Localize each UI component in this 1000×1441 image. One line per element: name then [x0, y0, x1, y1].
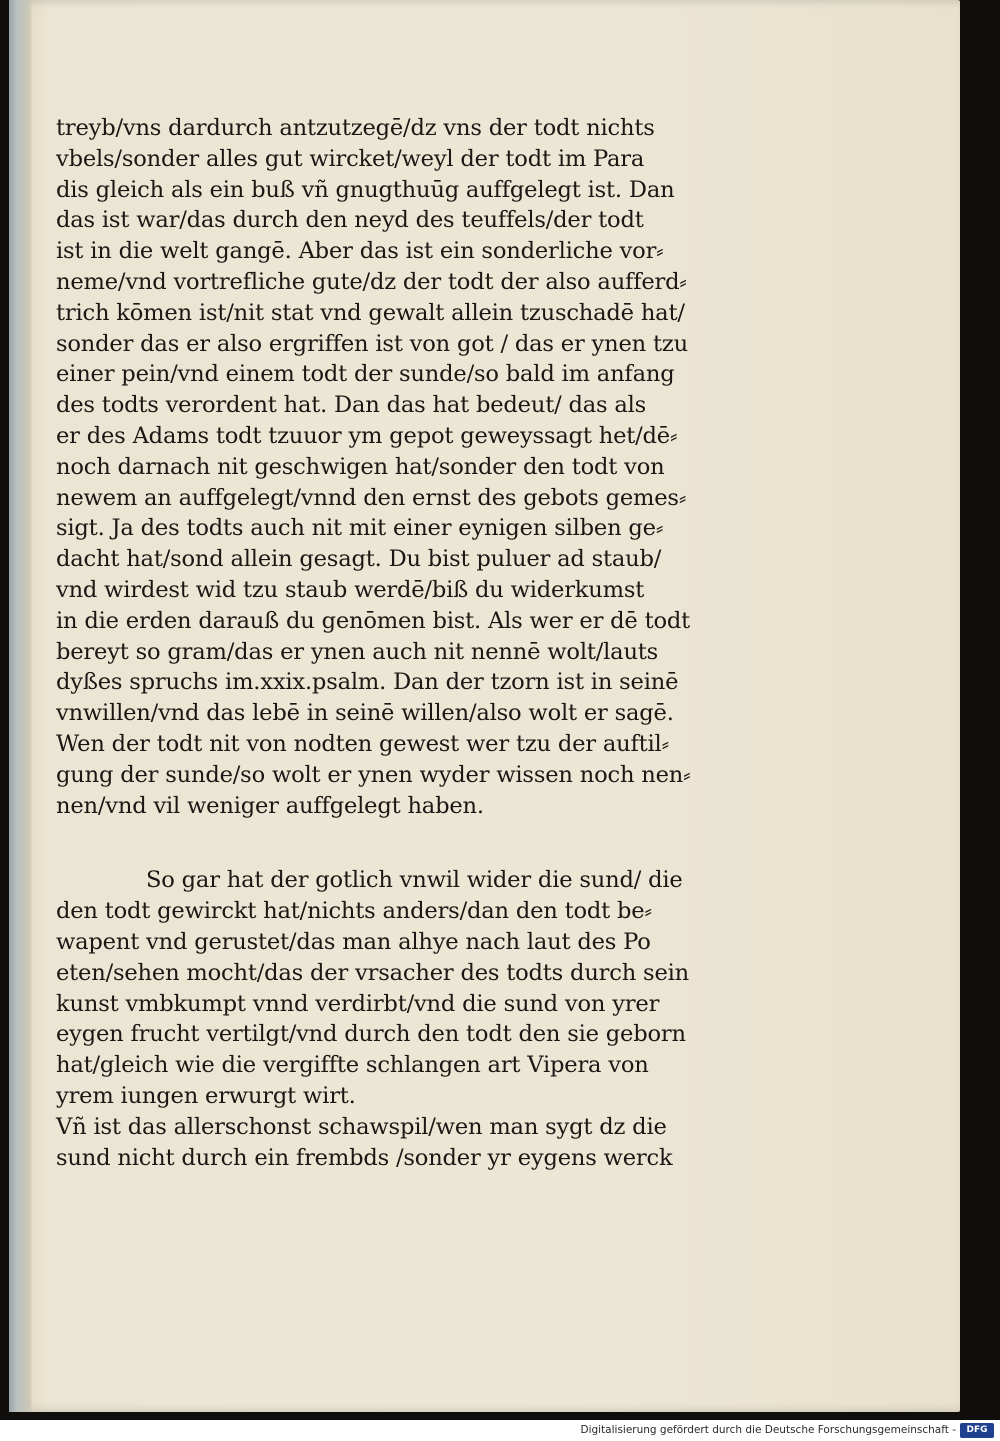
text-line: vbels/sonder alles gut wircket/weyl der todt im Para [56, 145, 645, 172]
text-line: yrem iungen erwurgt wirt. [56, 1082, 356, 1109]
text-line: einer pein/vnd einem todt der sunde/so bald im anfang [56, 361, 675, 388]
text-line: sigt. Ja des todts auch nit mit einer eynigen silben ge⸗ [56, 515, 664, 542]
binding-strip [9, 0, 33, 1412]
page-text [56, 113, 766, 1173]
funding-credit: Digitalisierung gefördert durch die Deutsche Forschungsgemeinschaft - [580, 1424, 956, 1436]
text-line: newem an auffgelegt/vnnd den ernst des gebots gemes⸗ [56, 484, 687, 511]
text-line: dacht hat/sond allein gesagt. Du bist puluer ad staub/ [56, 546, 662, 573]
text-line: das ist war/das durch den neyd des teuffels/der todt [56, 207, 644, 234]
text-line: neme/vnd vortrefliche gute/dz der todt der also aufferd⸗ [56, 268, 687, 295]
dfg-logo-icon: DFG [960, 1423, 994, 1438]
text-line: dyßes spruchs im.xxix.psalm. Dan der tzorn ist in seinē [56, 669, 679, 696]
footer-bar [0, 1420, 1000, 1441]
text-line: er des Adams todt tzuuor ym gepot geweyssagt het/dē⸗ [56, 422, 678, 449]
text-line: Wen der todt nit von nodten gewest wer tzu der auftil⸗ [56, 730, 669, 757]
text-line: des todts verordent hat. Dan das hat bedeut/ das als [56, 392, 647, 419]
text-line: bereyt so gram/das er ynen auch nit nennē wolt/lauts [56, 638, 659, 665]
text-line: vnd wirdest wid tzu staub werdē/biß du widerkumst [56, 576, 645, 603]
text-line: eten/sehen mocht/das der vrsacher des todts durch sein [56, 959, 690, 986]
text-line: in die erden darauß du genōmen bist. Als wer er dē todt [56, 607, 691, 634]
text-line: kunst vmbkumpt vnnd verdirbt/vnd die sund von yrer [56, 990, 660, 1017]
text-line: Vñ ist das allerschonst schawspil/wen man sygt dz die [56, 1113, 667, 1140]
text-line: hat/gleich wie die vergiffte schlangen art Vipera von [56, 1052, 649, 1079]
text-line: sonder das er also ergriffen ist von got / das er ynen tzu [56, 330, 688, 357]
text-line: den todt gewirckt hat/nichts anders/dan den todt be⸗ [56, 898, 652, 925]
text-line: So gar hat der gotlich vnwil wider die sund/ die [146, 867, 683, 894]
text-line: trich kōmen ist/nit stat vnd gewalt allein tzuschadē hat/ [56, 299, 685, 326]
paragraph-gap [56, 821, 766, 865]
text-line: eygen frucht vertilgt/vnd durch den todt den sie geborn [56, 1021, 686, 1048]
text-line: gung der sunde/so wolt er ynen wyder wissen noch nen⸗ [56, 761, 691, 788]
text-line: wapent vnd gerustet/das man alhye nach laut des Po [56, 928, 651, 955]
text-line: nen/vnd vil weniger auffgelegt haben. [56, 792, 484, 819]
text-line: treyb/vns dardurch antzutzegē/dz vns der todt nichts [56, 115, 655, 141]
text-line: noch darnach nit geschwigen hat/sonder den todt von [56, 453, 665, 480]
text-line: ist in die welt gangē. Aber das ist ein sonderliche vor⸗ [56, 238, 664, 265]
text-line: dis gleich als ein buß vñ gnugthuūg auffgelegt ist. Dan [56, 176, 675, 203]
text-line: sund nicht durch ein frembds /sonder yr eygens werck [56, 1144, 673, 1171]
text-line: vnwillen/vnd das lebē in seinē willen/also wolt er sagē. [56, 700, 674, 727]
